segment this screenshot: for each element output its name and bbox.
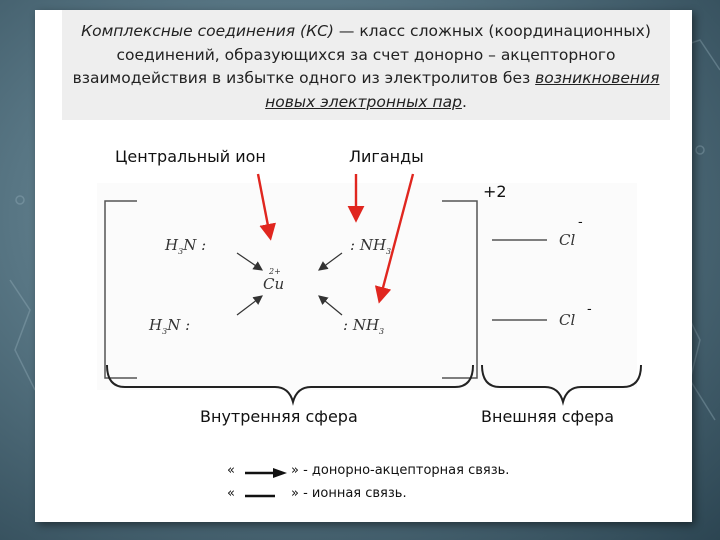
legend-open-2: «	[227, 486, 235, 501]
arrow-central-ion	[258, 174, 270, 236]
legend-row-1: » - донорно-акцепторная связь.	[291, 463, 510, 478]
legend-open-1: «	[227, 463, 235, 478]
brace-inner	[107, 365, 473, 402]
ligand-top-left: $H_3N$ :	[165, 236, 207, 256]
brace-outer	[482, 365, 641, 402]
anion-charge-1: -	[578, 215, 583, 230]
label-central-ion: Центральный ион	[115, 147, 266, 166]
definition-term: Комплексные соединения (КС)	[81, 22, 334, 40]
anion-1: Cl	[559, 231, 576, 249]
definition-end: .	[461, 92, 467, 111]
label-inner-sphere: Внутренняя сфера	[200, 407, 358, 426]
ligand-top-right: : $NH_3$	[350, 236, 392, 256]
label-ligands: Лиганды	[349, 147, 424, 166]
overlay-arrows	[35, 10, 692, 522]
arrow-ligand-2	[380, 174, 413, 299]
legend-row-2: » - ионная связь.	[291, 486, 407, 501]
ligand-bottom-left: $H_3N$ :	[149, 316, 191, 336]
anion-charge-2: -	[587, 302, 592, 317]
label-outer-sphere: Внешняя сфера	[481, 407, 614, 426]
definition-underlined: возникновения новых электронных пар	[265, 69, 660, 111]
definition-text: — класс сложных (координационных) соединений, образующихся за счет донорно – акцепторного взаимодействия в избытке одного из электролитов без	[72, 22, 651, 87]
complex-charge: +2	[483, 182, 507, 201]
ligand-bottom-right: : $NH_3$	[343, 316, 385, 336]
center-charge: 2+	[269, 267, 281, 276]
anion-2: Cl	[559, 311, 576, 329]
slide	[35, 10, 692, 522]
central-atom: Cu	[263, 275, 285, 293]
legend-arrow-head	[273, 468, 287, 478]
